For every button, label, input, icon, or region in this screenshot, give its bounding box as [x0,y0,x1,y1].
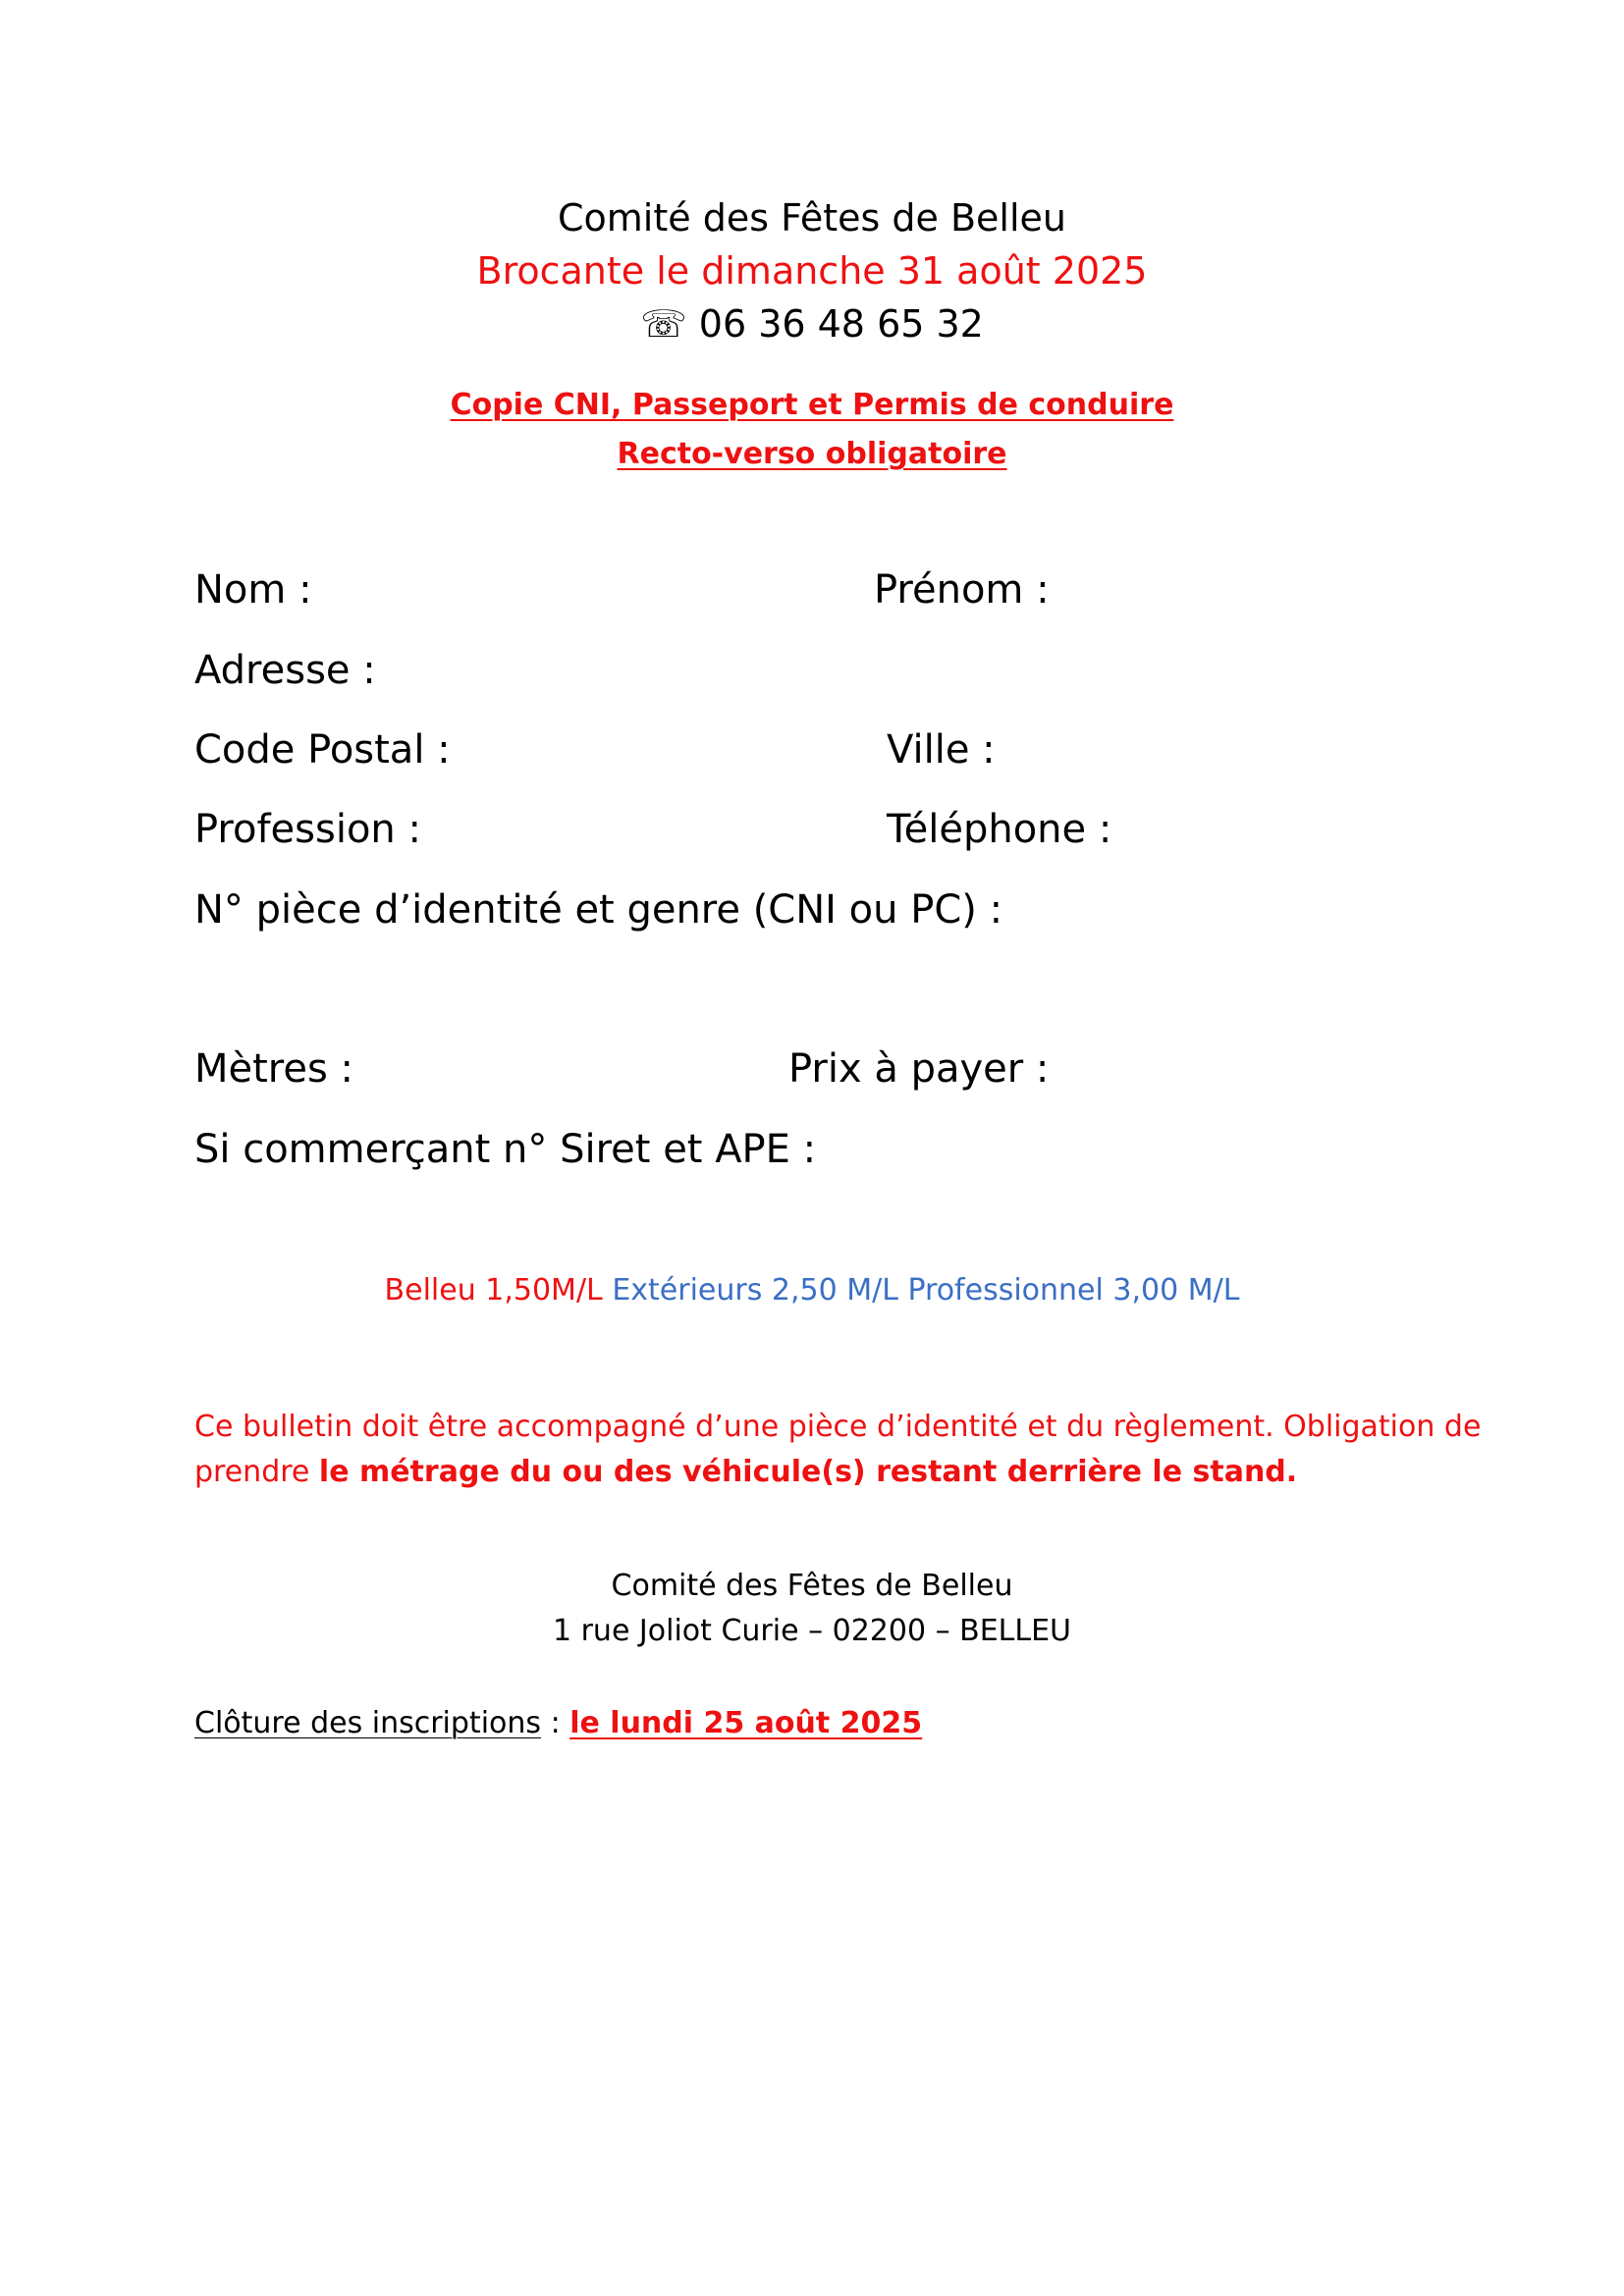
closing-sep: : [541,1706,570,1740]
price-professionnel: Professionnel 3,00 M/L [907,1273,1240,1308]
notice-line2 [194,1455,1297,1489]
event-title: Brocante le dimanche 31 août 2025 [476,249,1148,293]
org-title: Comité des Fêtes de Belleu [557,196,1066,240]
code-postal-label: Code Postal : [194,727,451,773]
id-notice-line1: Copie CNI, Passeport et Permis de conduire [450,388,1174,422]
profession-label: Profession : [194,807,421,852]
siret-label: Si commerçant n° Siret et APE : [194,1127,817,1172]
closing-label: Clôture des inscriptions [194,1706,542,1740]
notice-line2-prefix: prendre [194,1455,319,1489]
notice-line1: Ce bulletin doit être accompagné d’une pièce d’identité et du règlement. Obligation de [194,1410,1482,1444]
prenom-label: Prénom : [874,567,1050,613]
closing-line [194,1706,922,1740]
piece-identite-label: N° pièce d’identité et genre (CNI ou PC) : [194,887,1003,933]
price-belleu: Belleu 1,50M/L [384,1273,603,1308]
phone-icon: ☏ [640,302,687,346]
price-line [0,1273,1624,1308]
metres-label: Mètres : [194,1046,354,1092]
notice-line2-bold: le métrage du ou des véhicule(s) restant derrière le stand. [318,1455,1298,1489]
ville-label: Ville : [887,727,996,773]
nom-label: Nom : [194,567,312,613]
telephone-label: Téléphone : [887,807,1112,852]
phone-number: 06 36 48 65 32 [698,302,984,346]
adresse-label: Adresse : [194,648,376,693]
id-notice-line2: Recto-verso obligatoire [617,437,1007,471]
price-exterieurs: Extérieurs 2,50 M/L [612,1273,898,1308]
prix-label: Prix à payer : [788,1046,1050,1092]
closing-date: le lundi 25 août 2025 [569,1706,923,1740]
address-street: 1 rue Joliot Curie – 02200 – BELLEU [552,1614,1072,1648]
address-name: Comité des Fêtes de Belleu [611,1569,1013,1603]
phone-line [0,302,1624,346]
